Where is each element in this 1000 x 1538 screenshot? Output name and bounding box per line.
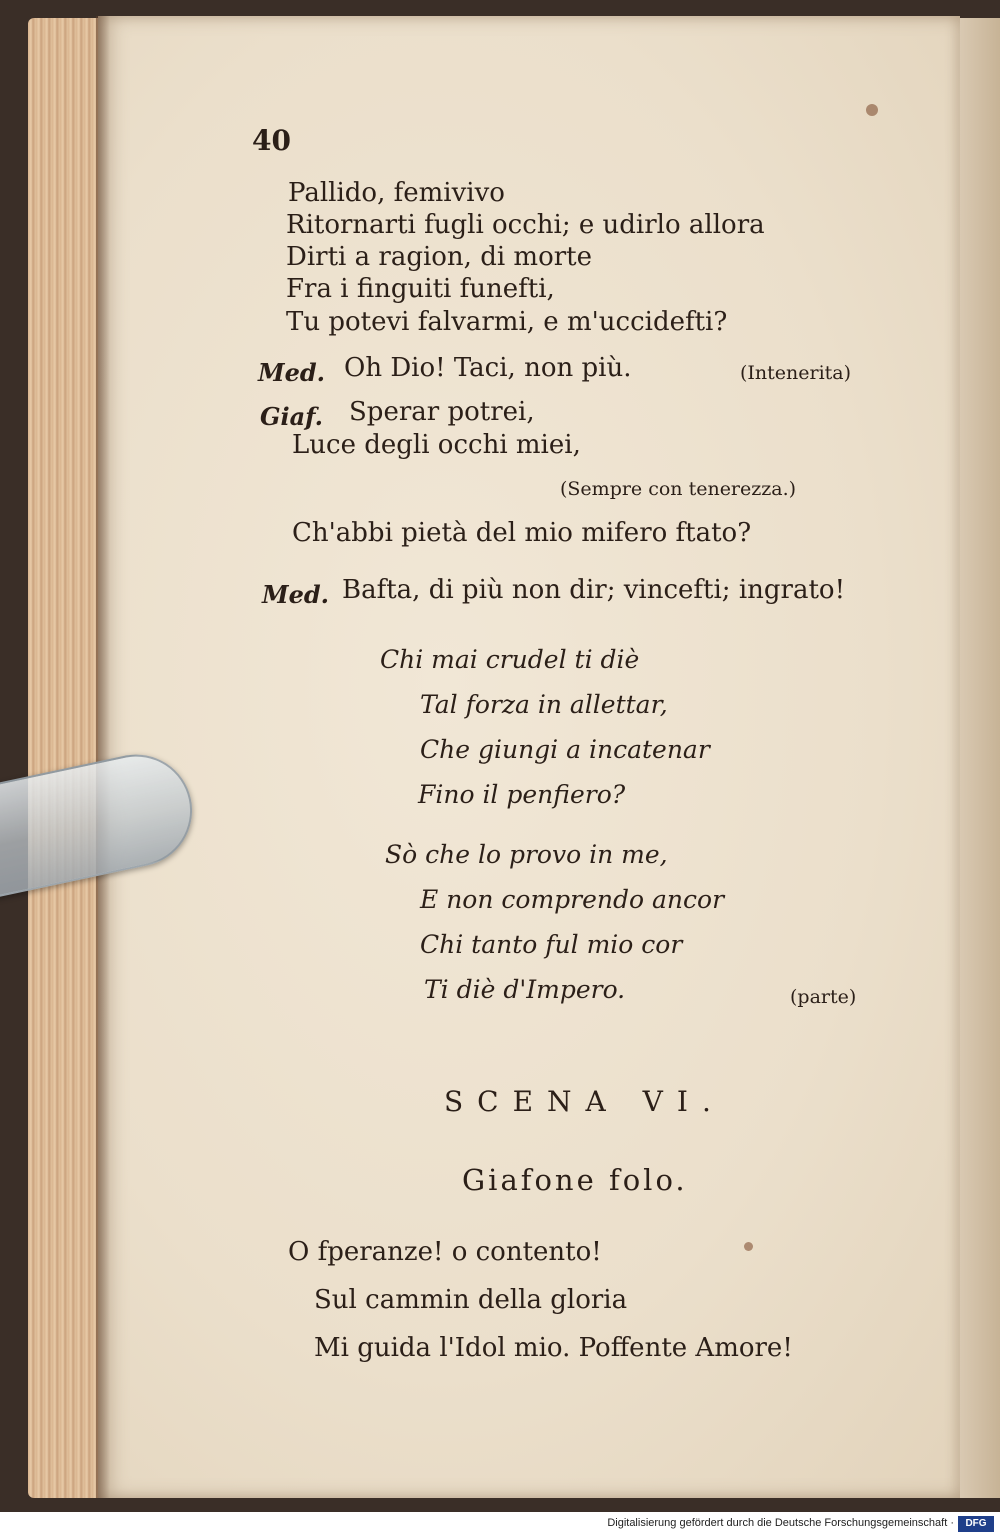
- aria-line: Fino il penfiero?: [418, 780, 626, 809]
- verse-line: Sul cammin della gloria: [314, 1285, 628, 1315]
- aria-line: Chi mai crudel ti diè: [380, 645, 640, 674]
- stage-direction: (parte): [790, 986, 857, 1008]
- scene-heading: SCENA VI.: [444, 1085, 725, 1118]
- speaker-label: Med.: [262, 580, 329, 609]
- aria-line: Sò che lo provo in me,: [385, 840, 668, 869]
- dialogue-line: Luce degli occhi miei,: [292, 430, 581, 460]
- foxing-spot: [744, 1242, 753, 1251]
- dialogue-line: Ch'abbi pietà del mio mifero ftato?: [292, 518, 752, 548]
- dfg-logo-icon: DFG: [958, 1516, 994, 1532]
- verse-line: Pallido, femivivo: [288, 178, 505, 208]
- dialogue-line: Sperar potrei,: [349, 397, 535, 427]
- speaker-label: Med.: [258, 358, 325, 387]
- aria-line: Tal forza in allettar,: [420, 690, 668, 719]
- dialogue-line: Bafta, di più non dir; vincefti; ingrato!: [342, 575, 846, 605]
- funding-notice: Digitalisierung gefördert durch die Deutsche Forschungsgemeinschaft ·: [607, 1517, 954, 1529]
- aria-line: E non comprendo ancor: [420, 885, 725, 914]
- footer-bar: [0, 1512, 1000, 1538]
- aria-line: Che giungi a incatenar: [420, 735, 710, 764]
- foxing-spot: [866, 104, 878, 116]
- verse-line: Tu potevi falvarmi, e m'uccidefti?: [286, 307, 728, 337]
- stage-direction: (Intenerita): [740, 362, 852, 384]
- aria-line: Ti diè d'Impero.: [424, 975, 626, 1004]
- verse-line: Ritornarti fugli occhi; e udirlo allora: [286, 210, 765, 240]
- facing-page-edge: [960, 18, 1000, 1498]
- verse-line: Fra i finguiti funefti,: [286, 274, 555, 304]
- verse-line: O fperanze! o contento!: [288, 1237, 602, 1267]
- verse-line: Mi guida l'Idol mio. Poffente Amore!: [314, 1333, 793, 1363]
- dialogue-line: Oh Dio! Taci, non più.: [344, 353, 632, 383]
- stage-direction: (Sempre con tenerezza.): [560, 478, 797, 500]
- scene-subheading: Giafone folo.: [462, 1163, 688, 1197]
- page-number: 40: [252, 124, 291, 157]
- verse-line: Dirti a ragion, di morte: [286, 242, 592, 272]
- spine-gutter: [96, 16, 110, 1498]
- speaker-label: Giaf.: [260, 402, 323, 431]
- aria-line: Chi tanto ful mio cor: [420, 930, 683, 959]
